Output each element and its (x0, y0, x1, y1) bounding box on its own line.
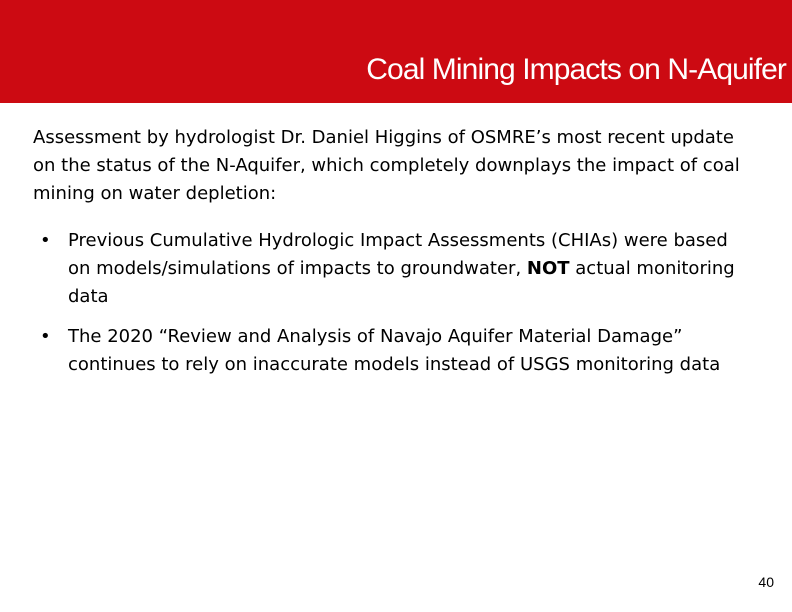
intro-paragraph: Assessment by hydrologist Dr. Daniel Higgins of OSMRE’s most recent update on the status of the N-Aquifer, which completely downplays the impact of coal mining on water depletion: (33, 127, 740, 204)
bullet-item-chias (0, 227, 736, 311)
page-number: 40 (758, 574, 774, 590)
bullet-emphasis: NOT (526, 258, 570, 279)
bullet-item-review-2020 (0, 323, 736, 379)
bullet-text-part: Previous Cumulative Hydrologic Impact Assessments (CHIAs) were based on models/simulations of impacts to groundwater, (68, 230, 728, 279)
slide-title: Coal Mining Impacts on N-Aquifer (366, 53, 786, 86)
bullet-list (0, 227, 792, 379)
bullet-text: The 2020 “Review and Analysis of Navajo Aquifer Material Damage” continues to rely on inaccurate models instead of USGS monitoring data (68, 326, 721, 375)
title-bar (0, 0, 792, 103)
bullet-icon: • (40, 326, 51, 347)
bullet-text-part: actual monitoring data (68, 258, 735, 307)
bullet-icon: • (40, 230, 51, 251)
